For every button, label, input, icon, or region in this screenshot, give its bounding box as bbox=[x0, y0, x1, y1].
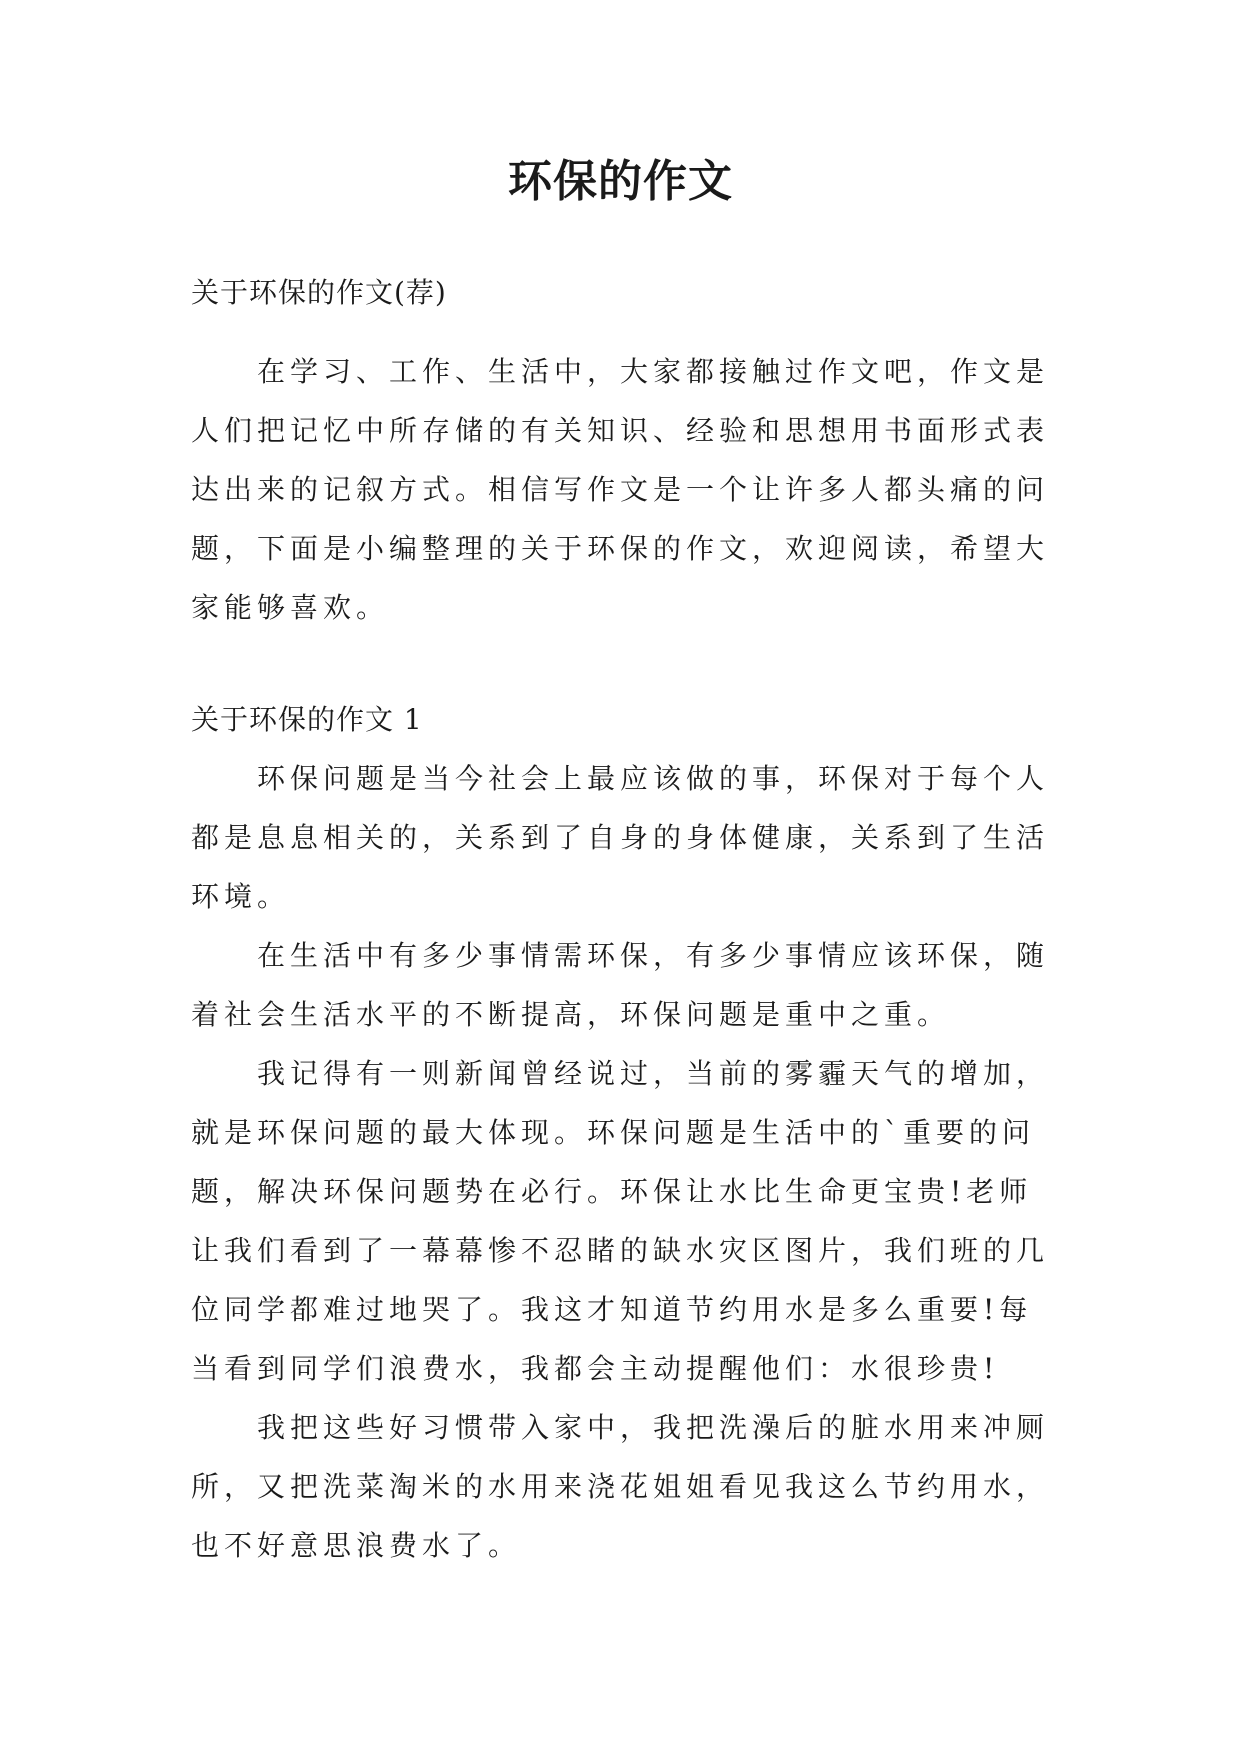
intro-paragraph: 在学习、工作、生活中，大家都接触过作文吧，作文是人们把记忆中所存储的有关知识、经验和思想用书面形式表达出来的记叙方式。相信写作文是一个让许多人都头痛的问题，下面是小编整理的关于环保的作文，欢迎阅读，希望大家能够喜欢。 bbox=[191, 355, 1050, 624]
section-heading: 关于环保的作文 1 bbox=[191, 703, 423, 736]
paragraph-3: 我记得有一则新闻曾经说过，当前的雾霾天气的增加，就是环保问题的最大体现。环保问题是生活中的`重要的问题，解决环保问题势在必行。环保让水比生命更宝贵!老师让我们看到了一幕幕惨不忍睹的缺水灾区图片，我们班的几位同学都难过地哭了。我这才知道节约用水是多么重要!每当看到同学们浪费水，我都会主动提醒他们：水很珍贵! bbox=[191, 1057, 1050, 1385]
paragraph-4: 我把这些好习惯带入家中，我把洗澡后的脏水用来冲厕所，又把洗菜淘米的水用来浇花姐姐看见我这么节约用水，也不好意思浪费水了。 bbox=[191, 1411, 1050, 1562]
paragraph-1: 环保问题是当今社会上最应该做的事，环保对于每个人都是息息相关的，关系到了自身的身体健康，关系到了生活环境。 bbox=[191, 762, 1050, 913]
paragraph-2: 在生活中有多少事情需环保，有多少事情应该环保，随着社会生活水平的不断提高，环保问题是重中之重。 bbox=[191, 939, 1050, 1031]
intro-heading: 关于环保的作文(荐) bbox=[191, 276, 447, 309]
document-title: 环保的作文 bbox=[508, 156, 733, 207]
